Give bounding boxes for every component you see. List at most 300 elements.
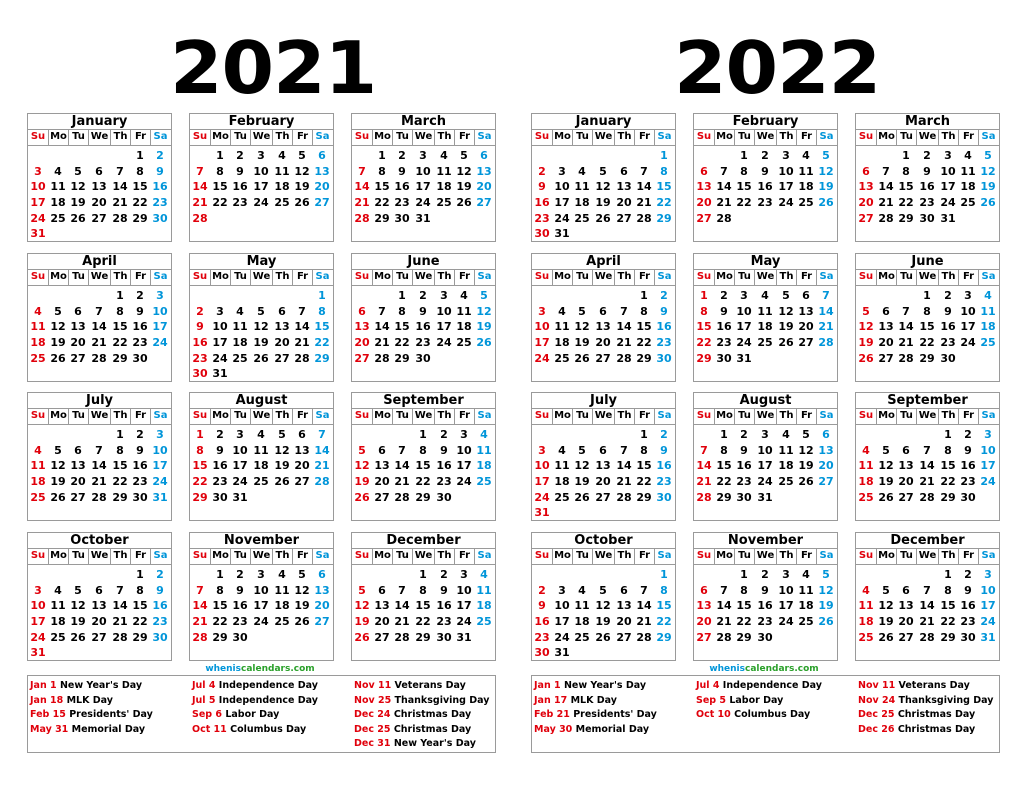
weekday-label: We (412, 270, 434, 285)
day-cell: 9 (440, 443, 448, 457)
day-cell: 12 (878, 599, 894, 613)
day-cell: 4 (802, 149, 810, 162)
day-cell: 28 (192, 211, 208, 225)
day-cell: 28 (91, 490, 107, 504)
holiday-date: Jan 1 (534, 680, 561, 691)
day-cell: 6 (599, 304, 607, 318)
weekday-label: Th (776, 409, 796, 424)
holiday-row (192, 679, 352, 694)
holiday-date: May 30 (534, 723, 573, 735)
day-cell: 28 (294, 351, 310, 365)
empty-cell (68, 288, 88, 304)
day-cell: 26 (798, 475, 814, 489)
day-cell: 21 (898, 336, 914, 350)
empty-cell (552, 427, 572, 443)
weekday-label: We (412, 549, 434, 564)
day-cell: 29 (314, 351, 330, 365)
day-cell: 4 (440, 149, 448, 162)
day-cell: 5 (480, 289, 488, 302)
day-cell: 23 (132, 475, 148, 489)
day-cell: 12 (778, 304, 794, 318)
empty-cell (896, 288, 916, 304)
day-cell: 4 (480, 428, 488, 441)
day-cell: 19 (253, 336, 269, 350)
day-cell: 28 (878, 211, 894, 225)
day-cell: 7 (923, 443, 931, 457)
weekday-label: Mo (714, 409, 734, 424)
day-cell: 15 (132, 180, 148, 194)
empty-cell (552, 567, 572, 583)
day-cell: 23 (232, 615, 248, 629)
day-cell: 14 (919, 599, 935, 613)
day-cell: 3 (34, 583, 42, 597)
weekday-header (532, 129, 675, 146)
day-cell: 2 (944, 289, 952, 302)
holiday-name: Thanksgiving Day (394, 694, 490, 706)
day-cell: 30 (919, 211, 935, 225)
weekday-label: Mo (552, 130, 572, 145)
empty-cell (896, 427, 916, 443)
day-cell: 25 (757, 336, 773, 350)
weekday-label: Su (354, 131, 370, 142)
day-cell: 5 (984, 149, 992, 162)
day-cell: 26 (70, 211, 86, 225)
holidays-box (27, 675, 496, 753)
day-grid (28, 565, 171, 661)
holiday-name: New Year's Day (563, 680, 647, 691)
empty-cell (68, 427, 88, 443)
day-cell: 7 (640, 164, 648, 178)
weekday-label: Th (614, 130, 634, 145)
weekday-label: Fr (292, 409, 312, 424)
day-cell: 19 (818, 599, 834, 613)
day-cell: 7 (640, 583, 648, 597)
day-cell: 11 (232, 320, 248, 334)
weekday-label: Fr (292, 270, 312, 285)
day-cell: 21 (616, 336, 632, 350)
day-cell: 14 (716, 180, 732, 194)
day-cell: 21 (394, 475, 410, 489)
day-cell: 1 (378, 149, 386, 162)
day-cell: 31 (232, 490, 248, 504)
day-cell: 11 (574, 599, 590, 613)
day-cell: 26 (858, 351, 874, 365)
holiday-name: New Year's Day (393, 738, 476, 750)
day-cell: 21 (354, 196, 370, 210)
day-cell: 25 (778, 475, 794, 489)
day-cell: 25 (554, 490, 570, 504)
day-cell: 23 (436, 615, 452, 629)
day-cell: 17 (736, 320, 752, 334)
day-cell: 11 (960, 164, 976, 178)
day-cell: 21 (919, 615, 935, 629)
weekday-label: We (250, 549, 272, 564)
empty-cell (614, 148, 634, 164)
day-cell: 20 (616, 615, 632, 629)
day-cell: 10 (534, 459, 550, 473)
day-cell: 21 (716, 615, 732, 629)
day-cell: 31 (736, 351, 752, 365)
month-calendar (855, 113, 1000, 242)
day-cell: 24 (232, 475, 248, 489)
day-cell: 3 (558, 164, 566, 178)
day-cell: 4 (278, 568, 286, 581)
weekday-header (532, 269, 675, 286)
day-cell: 17 (980, 599, 996, 613)
weekday-header (28, 269, 171, 286)
day-cell: 19 (818, 180, 834, 194)
day-cell: 29 (212, 630, 228, 644)
day-cell: 17 (436, 320, 452, 334)
day-cell: 13 (595, 320, 611, 334)
holiday-name: Veterans Day (898, 680, 970, 691)
weekday-label: Th (110, 409, 130, 424)
day-cell: 22 (696, 336, 712, 350)
weekday-label: We (754, 130, 776, 145)
day-grid (532, 565, 675, 661)
day-cell: 19 (798, 459, 814, 473)
empty-cell (352, 288, 372, 304)
month-calendar (855, 392, 1000, 521)
day-cell: 24 (980, 615, 996, 629)
day-cell: 1 (116, 428, 124, 441)
day-cell: 9 (136, 304, 144, 318)
empty-cell (190, 288, 210, 304)
weekday-header (190, 408, 333, 425)
day-cell: 12 (354, 599, 370, 613)
month-calendar (693, 392, 838, 521)
day-cell: 3 (538, 443, 546, 457)
day-cell: 24 (253, 196, 269, 210)
day-cell: 28 (716, 630, 732, 644)
empty-cell (532, 427, 552, 443)
day-cell: 27 (696, 630, 712, 644)
day-cell: 6 (802, 289, 810, 302)
day-cell: 21 (818, 320, 834, 334)
day-cell: 17 (960, 320, 976, 334)
holiday-row (30, 679, 190, 694)
month-calendar (189, 392, 334, 521)
day-cell: 17 (534, 336, 550, 350)
day-cell: 20 (314, 599, 330, 613)
day-cell: 2 (419, 289, 427, 302)
day-cell: 30 (940, 351, 956, 365)
day-cell: 30 (436, 630, 452, 644)
day-cell: 10 (436, 304, 452, 318)
day-cell: 23 (736, 475, 752, 489)
weekday-label: We (916, 270, 938, 285)
day-cell: 1 (136, 568, 144, 581)
empty-cell (694, 567, 714, 583)
day-cell: 18 (456, 320, 472, 334)
day-cell: 11 (757, 304, 773, 318)
day-cell: 3 (257, 568, 265, 581)
day-cell: 18 (574, 196, 590, 210)
day-cell: 10 (415, 164, 431, 178)
weekday-label: Sa (816, 270, 836, 285)
day-cell: 24 (960, 336, 976, 350)
weekday-label: Th (434, 130, 454, 145)
day-cell: 30 (757, 630, 773, 644)
weekday-label: Tu (392, 409, 412, 424)
empty-cell (352, 567, 372, 583)
day-cell: 30 (232, 630, 248, 644)
weekday-label: Sa (150, 130, 170, 145)
weekday-label: Fr (634, 130, 654, 145)
day-cell: 16 (394, 180, 410, 194)
weekday-label: Fr (958, 130, 978, 145)
holiday-name: Labor Day (225, 709, 280, 721)
day-cell: 13 (616, 180, 632, 194)
day-cell: 15 (716, 459, 732, 473)
day-cell: 25 (274, 615, 290, 629)
weekday-label: Su (354, 410, 370, 421)
day-cell: 11 (476, 583, 492, 597)
day-cell: 14 (616, 459, 632, 473)
day-cell: 29 (112, 351, 128, 365)
day-cell: 24 (152, 475, 168, 489)
weekday-label: Fr (796, 270, 816, 285)
day-cell: 18 (436, 180, 452, 194)
weekday-label: Th (614, 549, 634, 564)
month-calendar (855, 253, 1000, 382)
day-cell: 22 (636, 336, 652, 350)
weekday-label: Sa (654, 409, 674, 424)
month-calendar (27, 253, 172, 382)
weekday-label: Su (696, 550, 712, 561)
day-cell: 29 (394, 351, 410, 365)
day-cell: 16 (757, 599, 773, 613)
day-cell: 18 (476, 599, 492, 613)
day-cell: 18 (858, 475, 874, 489)
weekday-header (190, 129, 333, 146)
empty-cell (28, 427, 48, 443)
day-cell: 13 (898, 599, 914, 613)
day-cell: 16 (132, 320, 148, 334)
day-cell: 5 (578, 304, 586, 318)
day-cell: 2 (136, 289, 144, 302)
empty-cell (372, 288, 392, 304)
day-cell: 21 (314, 459, 330, 473)
day-cell: 18 (274, 599, 290, 613)
day-cell: 6 (298, 428, 306, 441)
day-cell: 5 (54, 443, 62, 457)
day-cell: 8 (720, 443, 728, 457)
day-cell: 4 (34, 304, 42, 318)
day-cell: 1 (720, 428, 728, 441)
weekday-label: Fr (130, 409, 150, 424)
empty-cell (110, 567, 130, 583)
day-cell: 14 (192, 599, 208, 613)
day-cell: 20 (858, 196, 874, 210)
day-cell: 4 (236, 304, 244, 318)
month-name: October (70, 533, 129, 548)
holiday-row (534, 723, 694, 738)
day-cell: 15 (636, 459, 652, 473)
day-cell: 31 (554, 646, 570, 660)
day-cell: 27 (374, 630, 390, 644)
day-cell: 8 (740, 583, 748, 597)
month-name: May (246, 254, 277, 269)
day-cell: 22 (736, 196, 752, 210)
day-cell: 16 (716, 320, 732, 334)
month-calendar (693, 253, 838, 382)
weekday-label: Th (272, 270, 292, 285)
holiday-name: Christmas Day (897, 723, 976, 735)
day-cell: 13 (354, 320, 370, 334)
empty-cell (352, 148, 372, 164)
weekday-label: Mo (714, 130, 734, 145)
day-cell: 25 (980, 336, 996, 350)
empty-cell (48, 288, 68, 304)
weekday-label: Th (434, 270, 454, 285)
weekday-label: Tu (572, 130, 592, 145)
weekday-label: Mo (210, 409, 230, 424)
day-cell: 5 (74, 583, 82, 597)
day-cell: 18 (50, 196, 66, 210)
day-cell: 1 (216, 149, 224, 162)
day-cell: 3 (782, 149, 790, 162)
day-cell: 26 (294, 196, 310, 210)
day-cell: 10 (736, 304, 752, 318)
holiday-name: Independence Day (218, 680, 318, 691)
weekday-label: Su (354, 550, 370, 561)
day-cell: 28 (394, 490, 410, 504)
year-heading: 2022 (674, 26, 881, 110)
weekday-label: Su (192, 271, 208, 282)
day-cell: 22 (940, 475, 956, 489)
day-cell: 16 (919, 180, 935, 194)
weekday-header (190, 548, 333, 565)
day-cell: 5 (822, 149, 830, 162)
day-cell: 19 (294, 599, 310, 613)
empty-cell (250, 288, 272, 304)
weekday-header (856, 129, 999, 146)
month-calendar (351, 113, 496, 242)
day-cell: 30 (960, 630, 976, 644)
day-cell: 25 (798, 196, 814, 210)
day-cell: 16 (736, 459, 752, 473)
day-cell: 14 (636, 180, 652, 194)
day-cell: 21 (112, 196, 128, 210)
weekday-label: Sa (978, 270, 998, 285)
empty-cell (592, 288, 614, 304)
day-cell: 19 (70, 615, 86, 629)
day-cell: 28 (314, 475, 330, 489)
empty-cell (614, 567, 634, 583)
day-cell: 23 (716, 336, 732, 350)
day-cell: 13 (70, 459, 86, 473)
day-cell: 16 (436, 459, 452, 473)
day-cell: 15 (394, 320, 410, 334)
day-cell: 13 (696, 599, 712, 613)
month-name: February (228, 114, 295, 129)
day-grid (190, 565, 333, 645)
weekday-label: We (592, 270, 614, 285)
empty-cell (372, 427, 392, 443)
month-name: December (386, 533, 461, 548)
day-cell: 22 (212, 615, 228, 629)
holiday-date: Jan 1 (30, 680, 57, 691)
day-cell: 17 (456, 599, 472, 613)
day-cell: 7 (700, 443, 708, 457)
weekday-label: Tu (734, 549, 754, 564)
day-cell: 29 (940, 630, 956, 644)
day-cell: 24 (778, 615, 794, 629)
month-name: July (85, 393, 114, 408)
weekday-label: Su (30, 550, 46, 561)
day-cell: 22 (716, 475, 732, 489)
day-cell: 3 (964, 289, 972, 302)
day-cell: 26 (818, 615, 834, 629)
day-cell: 17 (554, 615, 570, 629)
day-cell: 16 (656, 459, 672, 473)
day-cell: 18 (476, 459, 492, 473)
day-cell: 6 (902, 443, 910, 457)
holiday-row (696, 708, 856, 723)
day-cell: 27 (354, 351, 370, 365)
weekday-label: Fr (454, 549, 474, 564)
day-cell: 2 (216, 428, 224, 441)
day-cell: 23 (212, 475, 228, 489)
day-cell: 21 (616, 475, 632, 489)
day-cell: 10 (554, 180, 570, 194)
day-cell: 6 (95, 583, 103, 597)
day-cell: 20 (374, 615, 390, 629)
day-grid (352, 425, 495, 505)
weekday-label: Th (110, 270, 130, 285)
day-cell: 2 (660, 428, 668, 441)
weekday-label: We (88, 549, 110, 564)
day-cell: 31 (534, 506, 550, 520)
month-calendar (351, 392, 496, 521)
day-cell: 22 (636, 475, 652, 489)
day-cell: 31 (30, 227, 46, 241)
day-cell: 5 (862, 304, 870, 318)
holiday-row (354, 737, 514, 752)
day-cell: 18 (30, 475, 46, 489)
day-cell: 2 (720, 289, 728, 302)
empty-cell (48, 148, 68, 164)
day-cell: 13 (294, 443, 310, 457)
day-cell: 23 (534, 211, 550, 225)
day-cell: 16 (192, 336, 208, 350)
day-cell: 21 (192, 615, 208, 629)
day-cell: 26 (878, 490, 894, 504)
day-cell: 3 (984, 568, 992, 581)
day-cell: 11 (30, 320, 46, 334)
day-cell: 22 (415, 615, 431, 629)
day-cell: 27 (70, 490, 86, 504)
day-cell: 17 (778, 599, 794, 613)
month-calendar (27, 532, 172, 661)
day-grid (190, 425, 333, 505)
month-name: April (586, 254, 621, 269)
day-cell: 28 (919, 490, 935, 504)
month-name: October (574, 533, 633, 548)
empty-cell (392, 427, 412, 443)
empty-cell (372, 567, 392, 583)
day-cell: 16 (534, 196, 550, 210)
day-cell: 13 (314, 583, 330, 597)
day-cell: 29 (132, 630, 148, 644)
day-cell: 13 (70, 320, 86, 334)
weekday-header (190, 269, 333, 286)
day-cell: 8 (398, 304, 406, 318)
day-cell: 4 (558, 443, 566, 457)
weekday-label: We (754, 270, 776, 285)
day-cell: 15 (314, 320, 330, 334)
